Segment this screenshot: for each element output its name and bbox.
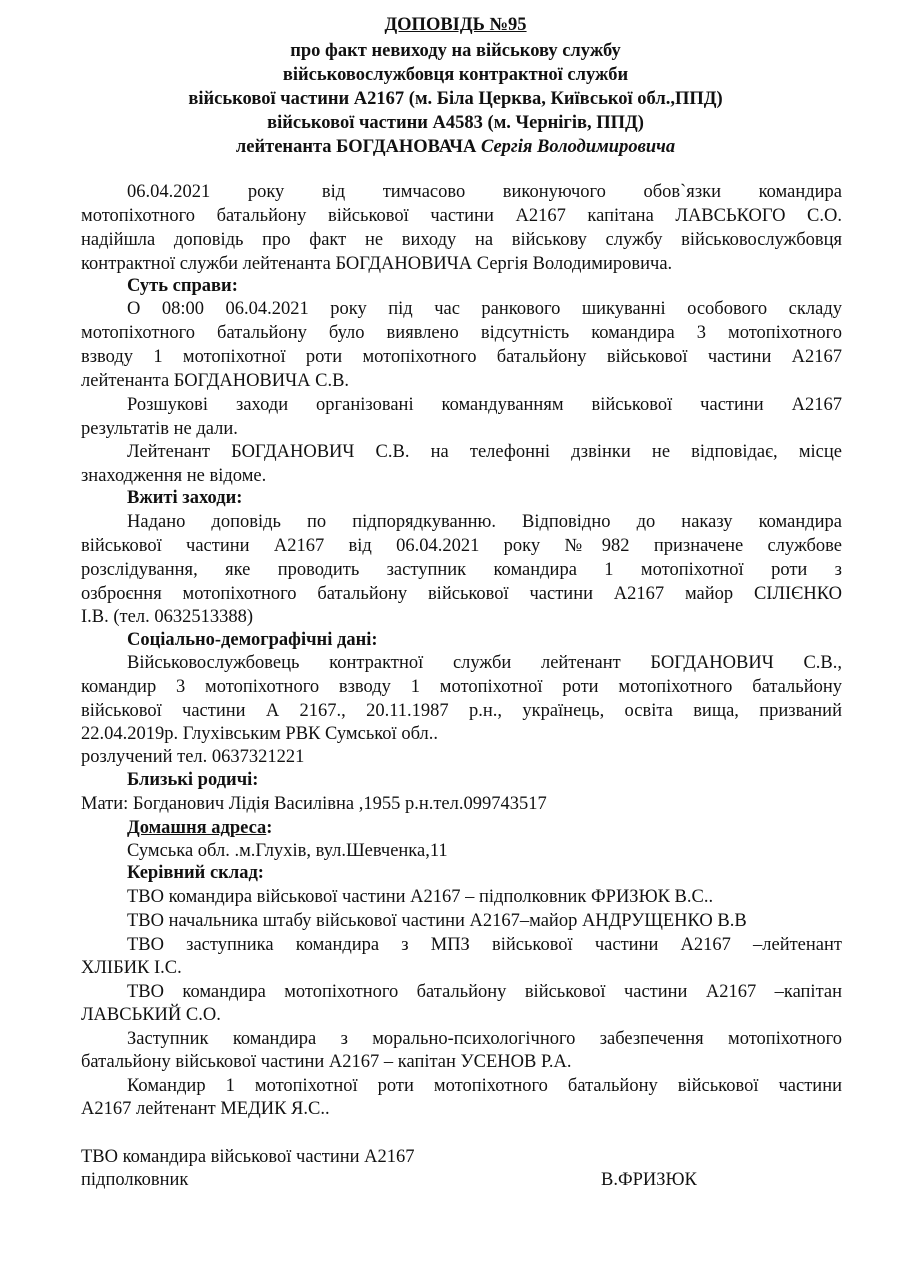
signature-name: В.ФРИЗЮК <box>601 1170 697 1190</box>
command-line: А2167 лейтенант МЕДИК Я.С.. <box>81 1099 330 1119</box>
doc-title <box>0 14 911 36</box>
essence-line: знаходження не відоме. <box>81 466 267 486</box>
command-line: Заступник командира з морально-психологічного забезпечення мотопіхотного <box>127 1029 842 1049</box>
command-line: ТВО заступника командира з МПЗ військової частини А2167 –лейтенант <box>127 935 842 955</box>
social-line: 22.04.2019р. Глухівським РВК Сумської обл.. <box>81 724 439 744</box>
social-line: розлучений тел. 0637321221 <box>81 747 305 767</box>
address-heading-text: Домашня адреса <box>127 818 267 838</box>
command-line: Командир 1 мотопіхотної роти мотопіхотного батальйону військової частини <box>127 1076 842 1096</box>
section-heading-essence: Суть справи: <box>127 276 238 296</box>
intro-line: мотопіхотного батальйону військової частини А2167 капітана ЛАВСЬКОГО С.О. <box>81 206 842 226</box>
command-line: батальйону військової частини А2167 – капітан УСЕНОВ Р.А. <box>81 1052 572 1072</box>
measures-line: І.В. (тел. 0632513388) <box>81 607 253 627</box>
essence-line: О 08:00 06.04.2021 року під час ранкового шикуванні особового складу <box>127 299 842 319</box>
doc-subtitle-2: військовослужбовця контрактної служби <box>282 65 629 85</box>
section-heading-social: Соціально-демографічні дані: <box>127 630 378 650</box>
essence-line: мотопіхотного батальйону було виявлено відсутність командира 3 мотопіхотного <box>81 323 842 343</box>
measures-line: військової частини А2167 від 06.04.2021 року №982 призначене службове <box>81 536 842 556</box>
section-heading-command: Керівний склад: <box>127 863 264 883</box>
section-heading-address <box>127 817 888 839</box>
doc-subtitle-5 <box>0 136 911 158</box>
intro-line: контрактної служби лейтенанта БОГДАНОВИЧА Сергія Володимировича. <box>81 254 673 274</box>
subject-surname: лейтенанта БОГДАНОВАЧА <box>235 137 481 157</box>
command-line: ТВО командира військової частини А2167 – підполковник ФРИЗЮК В.С.. <box>127 887 714 907</box>
address-value: Сумська обл. .м.Глухів, вул.Шевченка,11 <box>127 841 448 861</box>
essence-line: Розшукові заходи організовані командуванням військової частини А2167 <box>127 395 842 415</box>
command-line: ХЛІБИК І.С. <box>81 958 182 978</box>
command-line: ТВО командира мотопіхотного батальйону військової частини А2167 –капітан <box>127 982 842 1002</box>
signature-position: ТВО командира військової частини А2167 <box>81 1147 415 1167</box>
doc-subtitle-1: про факт невиходу на військову службу <box>290 41 621 61</box>
measures-line: Надано доповідь по підпорядкуванню. Відповідно до наказу командира <box>127 512 842 532</box>
command-line: ТВО начальника штабу військової частини А2167–майор АНДРУЩЕНКО В.В <box>127 911 747 931</box>
doc-title-text: ДОПОВІДЬ №95 <box>384 15 527 35</box>
signature-rank: підполковник <box>81 1170 189 1190</box>
social-line: Військовослужбовець контрактної служби лейтенант БОГДАНОВИЧ С.В., <box>127 653 842 673</box>
command-line: ЛАВСЬКИЙ С.О. <box>81 1005 221 1025</box>
intro-line: надійшла доповідь про факт не виходу на військову службу військовослужбовця <box>81 230 842 250</box>
social-line: командир 3 мотопіхотного взводу 1 мотопіхотної роти мотопіхотного батальйону <box>81 677 842 697</box>
measures-line: озброєння мотопіхотного батальйону військової частини А2167 майор СІЛІЄНКО <box>81 584 842 604</box>
intro-line: 06.04.2021 року від тимчасово виконуючого обов`язки командира <box>127 182 842 202</box>
essence-line: взводу 1 мотопіхотної роти мотопіхотного батальйону військової частини А2167 <box>81 347 842 367</box>
doc-subtitle-4: військової частини А4583 (м. Чернігів, ППД) <box>267 113 644 133</box>
section-heading-relatives: Близькі родичі: <box>127 770 259 790</box>
measures-line: розслідування, яке проводить заступник командира 1 мотопіхотної роти з <box>81 560 842 580</box>
social-line: військової частини А 2167., 20.11.1987 р.н., українець, освіта вища, призваний <box>81 701 842 721</box>
doc-subtitle-3: військової частини А2167 (м. Біла Церква, Київської обл.,ППД) <box>188 89 723 109</box>
essence-line: Лейтенант БОГДАНОВИЧ С.В. на телефонні дзвінки не відповідає, місце <box>127 442 842 462</box>
subject-given-names: Сергія Володимировича <box>480 137 676 157</box>
section-heading-measures: Вжиті заходи: <box>127 488 243 508</box>
essence-line: лейтенанта БОГДАНОВИЧА С.В. <box>81 371 350 391</box>
address-heading-colon: : <box>266 818 273 838</box>
relatives-mother: Мати: Богданович Лідія Василівна ,1955 р.н.тел.099743517 <box>81 794 547 814</box>
essence-line: результатів не дали. <box>81 419 238 439</box>
